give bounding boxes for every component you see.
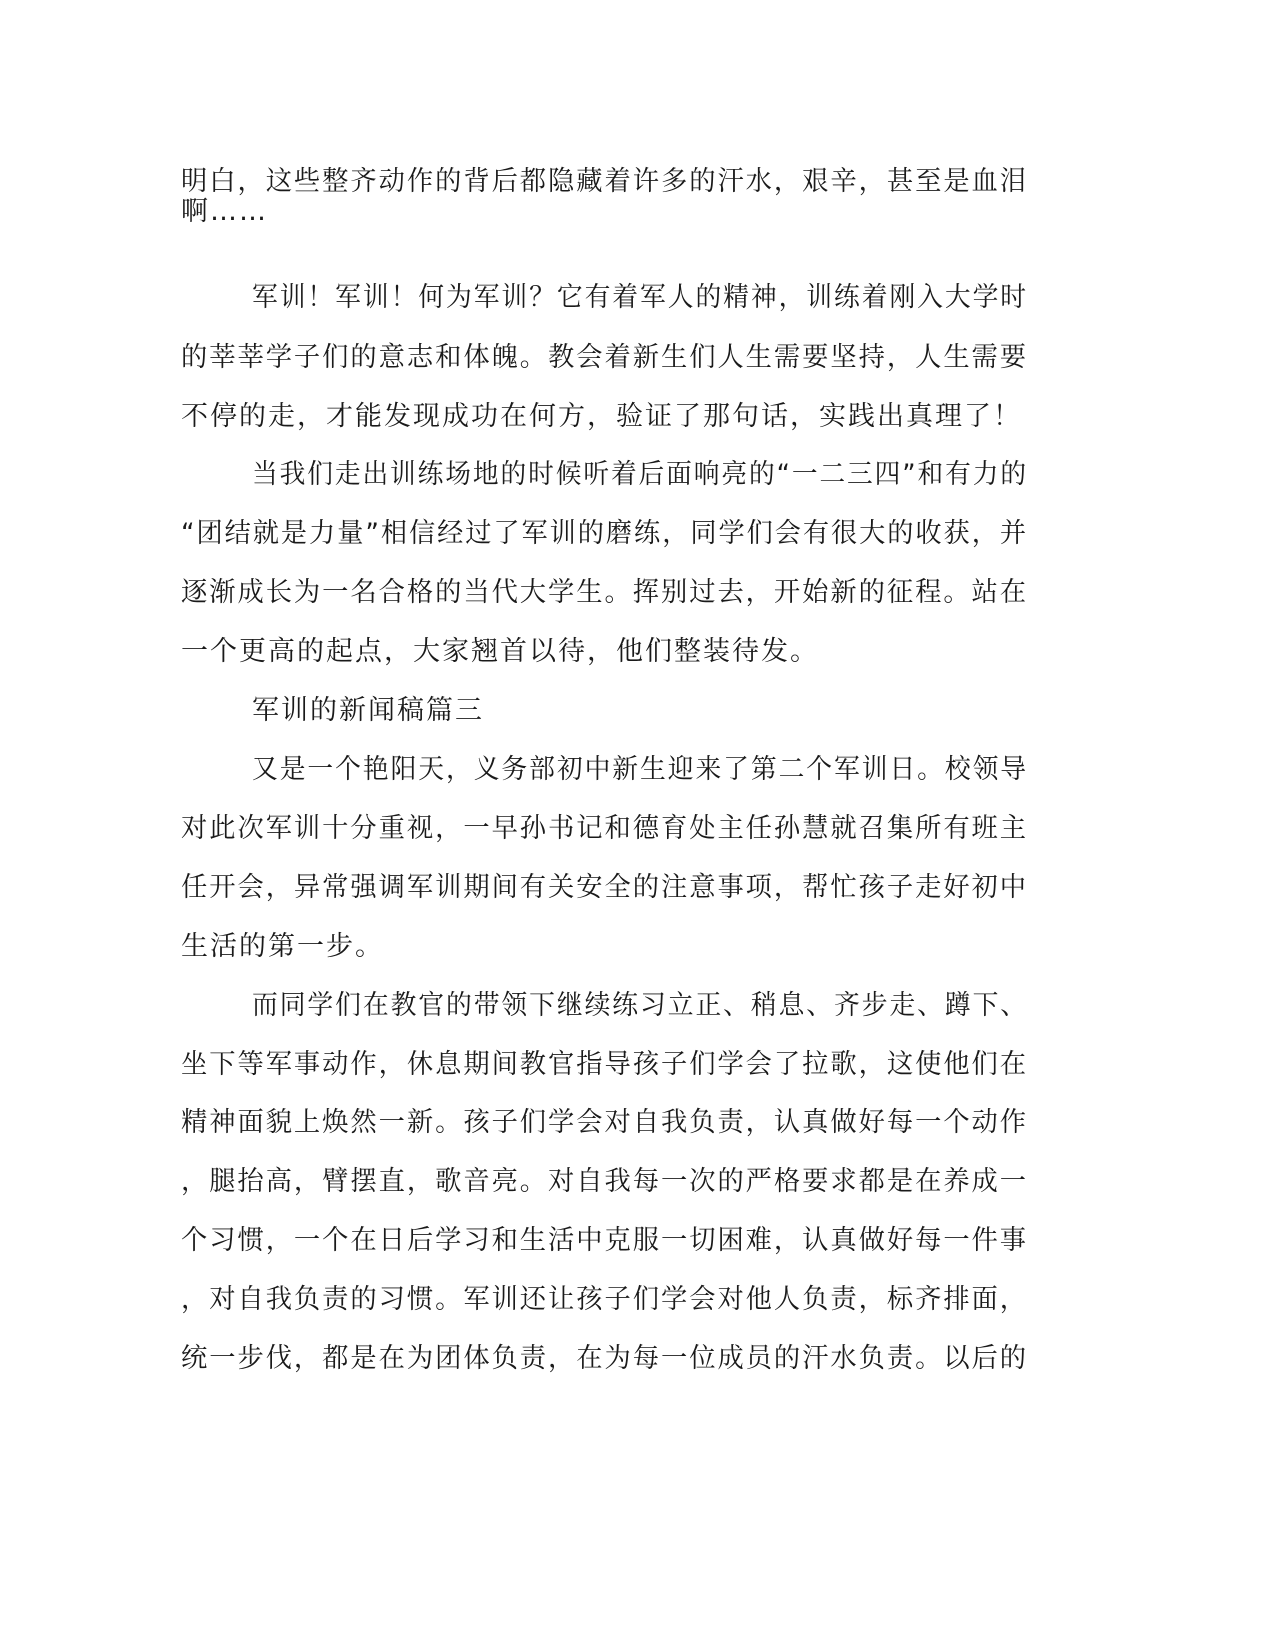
text-line: 又是一个艳阳天，义务部初中新生迎来了第二个军训日。校领导 (252, 754, 1029, 785)
text-line: 军训！军训！何为军训？它有着军人的精神，训练着刚入大学时 (252, 282, 1029, 313)
text-line: 的莘莘学子们的意志和体魄。教会着新生们人生需要坚持，人生需要 (181, 342, 1029, 373)
text-line: 而同学们在教官的带领下继续练习立正、稍息、齐步走、蹲下、 (252, 990, 1029, 1021)
text-line: 坐下等军事动作，休息期间教官指导孩子们学会了拉歌，这使他们在 (181, 1049, 1029, 1080)
text-line: 任开会，异常强调军训期间有关安全的注意事项，帮忙孩子走好初中 (181, 872, 1029, 903)
text-line: ，对自我负责的习惯。军训还让孩子们学会对他人负责，标齐排面， (181, 1284, 1029, 1315)
text-line: 对此次军训十分重视，一早孙书记和德育处主任孙慧就召集所有班主 (181, 813, 1029, 844)
text-line: 一个更高的起点，大家翘首以待，他们整装待发。 (181, 636, 819, 667)
text-line: 逐渐成长为一名合格的当代大学生。挥别过去，开始新的征程。站在 (181, 577, 1029, 608)
text-line: 精神面貌上焕然一新。孩子们学会对自我负责，认真做好每一个动作 (181, 1107, 1029, 1138)
text-line: 不停的走，才能发现成功在何方，验证了那句话，实践出真理了！ (181, 401, 1022, 432)
text-line: 统一步伐，都是在为团体负责，在为每一位成员的汗水负责。以后的 (181, 1343, 1029, 1374)
text-line: ，腿抬高，臂摆直，歌音亮。对自我每一次的严格要求都是在养成一 (181, 1166, 1029, 1197)
text-line: 个习惯，一个在日后学习和生活中克服一切困难，认真做好每一件事 (181, 1225, 1029, 1256)
text-line: 生活的第一步。 (181, 931, 384, 962)
text-line: 当我们走出训练场地的时候听着后面响亮的“一二三四”和有力的 (252, 459, 1028, 490)
section-heading: 军训的新闻稿篇三 (252, 695, 484, 726)
text-line: 啊…… (181, 196, 268, 227)
text-line: 明白，这些整齐动作的背后都隐藏着许多的汗水，艰辛，甚至是血泪 (181, 166, 1029, 197)
text-line: “团结就是力量”相信经过了军训的磨练，同学们会有很大的收获，并 (181, 518, 1028, 549)
